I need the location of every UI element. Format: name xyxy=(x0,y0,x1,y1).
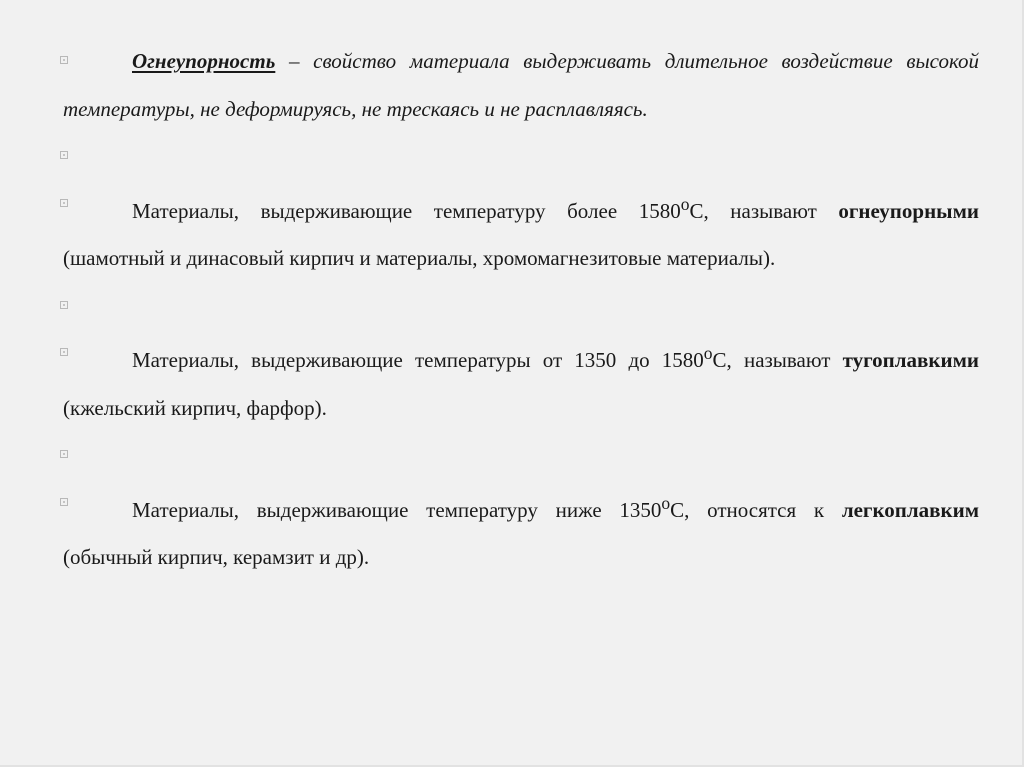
term-refractory: огнеупорными xyxy=(838,198,979,223)
paragraph-refractoriness-definition xyxy=(63,38,979,133)
paragraph-text-middle: С, называют xyxy=(689,198,839,223)
empty-paragraph xyxy=(63,432,979,480)
square-bullet-icon xyxy=(60,498,68,506)
paragraph-text-end: (шамотный и динасовый кирпич и материалы, хромомагнезитовые материалы). xyxy=(63,246,776,270)
square-bullet-icon xyxy=(60,301,68,309)
paragraph-text-middle: С, относятся к xyxy=(670,497,842,522)
degree-sign: о xyxy=(703,343,713,363)
square-bullet-icon xyxy=(60,151,68,159)
paragraph-text-start: Материалы, выдерживающие температуру ниже 1350 xyxy=(132,497,662,522)
term-refractoriness: Огнеупорность xyxy=(132,49,276,73)
degree-sign: о xyxy=(680,193,690,214)
square-bullet-icon xyxy=(60,450,68,458)
square-bullet-icon xyxy=(60,348,68,356)
slide-content xyxy=(63,38,979,582)
paragraph-text-middle: С, называют xyxy=(712,348,843,372)
paragraph-text-end: (обычный кирпич, керамзит и др). xyxy=(63,545,370,569)
empty-paragraph xyxy=(63,283,979,331)
degree-sign: о xyxy=(661,492,671,513)
paragraph-high-melting-materials xyxy=(63,330,979,432)
paragraph-text-start: Материалы, выдерживающие температуры от 1350 до 1580 xyxy=(132,348,704,372)
empty-paragraph xyxy=(63,133,979,181)
paragraph-refractory-materials xyxy=(63,181,979,283)
square-bullet-icon xyxy=(60,199,68,207)
square-bullet-icon xyxy=(60,56,68,64)
term-low-melting: легкоплавким xyxy=(841,497,980,522)
term-high-melting: тугоплавкими xyxy=(842,348,979,372)
definition-text: – свойство материала выдерживать длительное воздействие высокой температуры, не деформируясь, не трескаясь и не расплавляясь. xyxy=(63,49,979,121)
paragraph-text-start: Материалы, выдерживающие температуру более 1580 xyxy=(132,198,681,223)
paragraph-low-melting-materials xyxy=(63,480,979,582)
paragraph-text-end: (кжельский кирпич, фарфор). xyxy=(63,395,327,420)
